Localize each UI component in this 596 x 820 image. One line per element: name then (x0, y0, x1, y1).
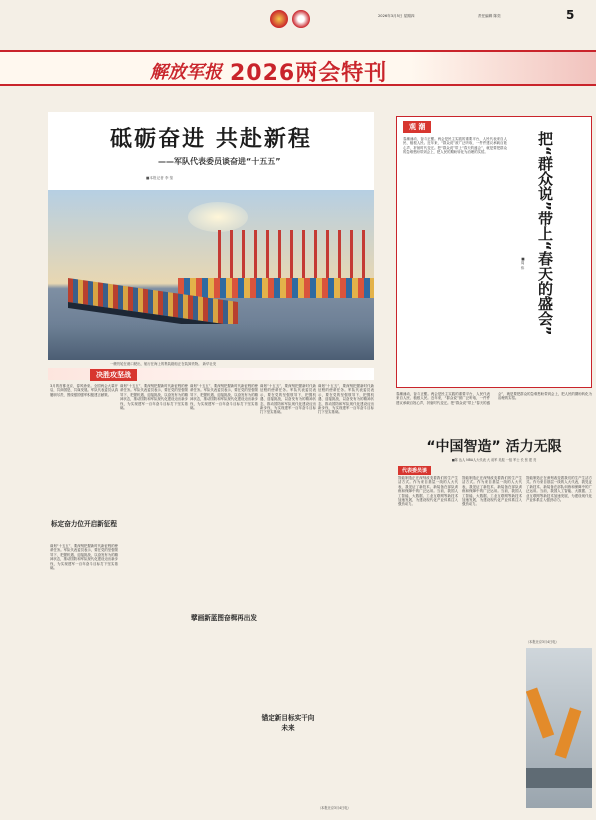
robot-arm-2 (555, 707, 582, 758)
sky-glow (188, 202, 248, 232)
main-body-col-2: 谋划“十五五”，要深刻把握新时代新征程的使命任务。军队代表委员表示，要在党的坚强领导下，把握机遇、迎接挑战，以奋发有为的精神状态，推动国防和军队现代化建设迈出新步伐，为实现建军一百年奋斗目标打下坚实基础。 (190, 384, 258, 411)
factory-photo (526, 648, 592, 808)
main-intro: 3月的首都北京，春风徐来。全国两会大幕开启，共商国是、共谋发展。军队代表委员认真履职尽责，围绕强国强军积极建言献策。 (50, 384, 118, 397)
robot-arm-1 (526, 687, 554, 738)
commentary-continuation: 春潮涌动，奋斗正酣。两会是民主实践的重要平台，人民代表来自人民、植根人民。近年来，“群众说”被广泛听取，一件件建议承载百姓心声，折射时代变迁。把“群众说”带上“春天的盛会”，就是要把群众的急难愁盼带到会上，把人民的期盼转化为治理的实招。 (396, 392, 592, 405)
conveyor (526, 768, 592, 788)
edition-label: 责任编辑 陈奕 (478, 14, 501, 18)
commentary-headline: 把“群众说”带上“春天的盛会” (536, 131, 554, 336)
section-banner (48, 368, 374, 380)
section-label: 决胜攻坚战 (90, 369, 137, 381)
main-byline: ■本报记者 李 笳 (146, 176, 174, 180)
cppcc-emblem-icon (292, 10, 310, 28)
main-end-note: （本报北京3月4日电） (318, 806, 351, 810)
main-subheadline: ——军队代表委员谈奋进“十五五” (158, 157, 281, 166)
water-surface (48, 324, 374, 360)
commentary-byline: ■周 伟 (521, 257, 525, 270)
main-body-col-3: 谋划“十五五”，要深刻把握新时代新征程的使命任务。军队代表委员表示，要在党的坚强领导下，把握机遇、迎接挑战，以奋发有为的精神状态，推动国防和军队现代化建设迈出新步伐，为实现建军一百年奋斗目标打下坚实基础。 (260, 384, 316, 415)
subhead-2: 擘画新蓝图奋楫再出发 (191, 614, 257, 622)
port-photo (48, 190, 374, 360)
second-body-col-2: 智能制造正在深刻改变着我们的生产生活方式。作为来自基层一线的人大代表，我见证了新技术、新装备在部队训练和保障中的广泛运用。当前，我国人工智能、大数据、工业互联网等新技术加速发展，为建设现代化产业体系注入强劲动力。 (462, 476, 522, 507)
column-tag: 观 潮 (403, 121, 431, 133)
photo-caption: 一艘货轮在港口驶出，航行在海上的集装箱船正在装卸货物。 新华社发 (110, 362, 217, 366)
main-body-col-4: 谋划“十五五”，要深刻把握新时代新征程的使命任务。军队代表委员表示，要在党的坚强领导下，把握机遇、迎接挑战，以奋发有为的精神状态，推动国防和军队现代化建设迈出新步伐，为实现建军一百年奋斗目标打下坚实基础。 (318, 384, 374, 415)
commentary-panel (396, 116, 592, 388)
banner-decoration (410, 52, 596, 84)
container-stacks (178, 278, 374, 298)
second-section-label: 代表委员谈 (398, 466, 431, 475)
subhead-1: 标定奋力位开启新征程 (51, 520, 117, 528)
special-issue-banner (0, 50, 596, 86)
paper-name: 解放军报 (150, 62, 222, 83)
commentary-body: 春潮涌动，奋斗正酣。两会是民主实践的重要平台，人民代表来自人民、植根人民。近年来，“群众说”被广泛听取，一件件建议承载百姓心声，折射时代变迁。把“群众说”带上“春天的盛会”，就是要把群众的急难愁盼带到会上，把人民的期盼转化为治理的实招。 (403, 137, 507, 155)
second-headline: “中国智造” 活力无限 (426, 439, 562, 455)
special-title: 2026两会特刊 (230, 61, 388, 86)
second-end-note: （本报北京3月4日电） (526, 640, 559, 644)
top-header (0, 0, 596, 48)
page-number: 5 (566, 8, 575, 22)
subhead-3: 锚定新目标实干向未来 (261, 714, 315, 732)
main-headline-block (48, 112, 374, 192)
second-byline: ■陈 达人 NBA人大代表 大 前军 吴振 一组 军士 长 张 建 亮 (451, 458, 537, 462)
main-body-col-1b: 谋划“十五五”，要深刻把握新时代新征程的使命任务。军队代表委员表示，要在党的坚强领导下，把握机遇、迎接挑战，以奋发有为的精神状态，推动国防和军队现代化建设迈出新步伐，为实现建军一百年奋斗目标打下坚实基础。 (50, 544, 118, 571)
main-body-col-1: 谋划“十五五”，要深刻把握新时代新征程的使命任务。军队代表委员表示，要在党的坚强领导下，把握机遇、迎接挑战，以奋发有为的精神状态，推动国防和军队现代化建设迈出新步伐，为实现建军一百年奋斗目标打下坚实基础。 (120, 384, 188, 411)
national-emblem-icon (270, 10, 288, 28)
second-body-col-3: 智能制造正在深刻改变着我们的生产生活方式。作为来自基层一线的人大代表，我见证了新技术、新装备在部队训练和保障中的广泛运用。当前，我国人工智能、大数据、工业互联网等新技术加速发展，为建设现代化产业体系注入强劲动力。 (526, 476, 592, 503)
second-body-col-1: 智能制造正在深刻改变着我们的生产生活方式。作为来自基层一线的人大代表，我见证了新技术、新装备在部队训练和保障中的广泛运用。当前，我国人工智能、大数据、工业互联网等新技术加速发展，为建设现代化产业体系注入强劲动力。 (398, 476, 458, 507)
main-headline: 砥砺奋进 共赴新程 (110, 126, 312, 152)
date-line: 2026年3月5日 星期四 (378, 14, 415, 18)
